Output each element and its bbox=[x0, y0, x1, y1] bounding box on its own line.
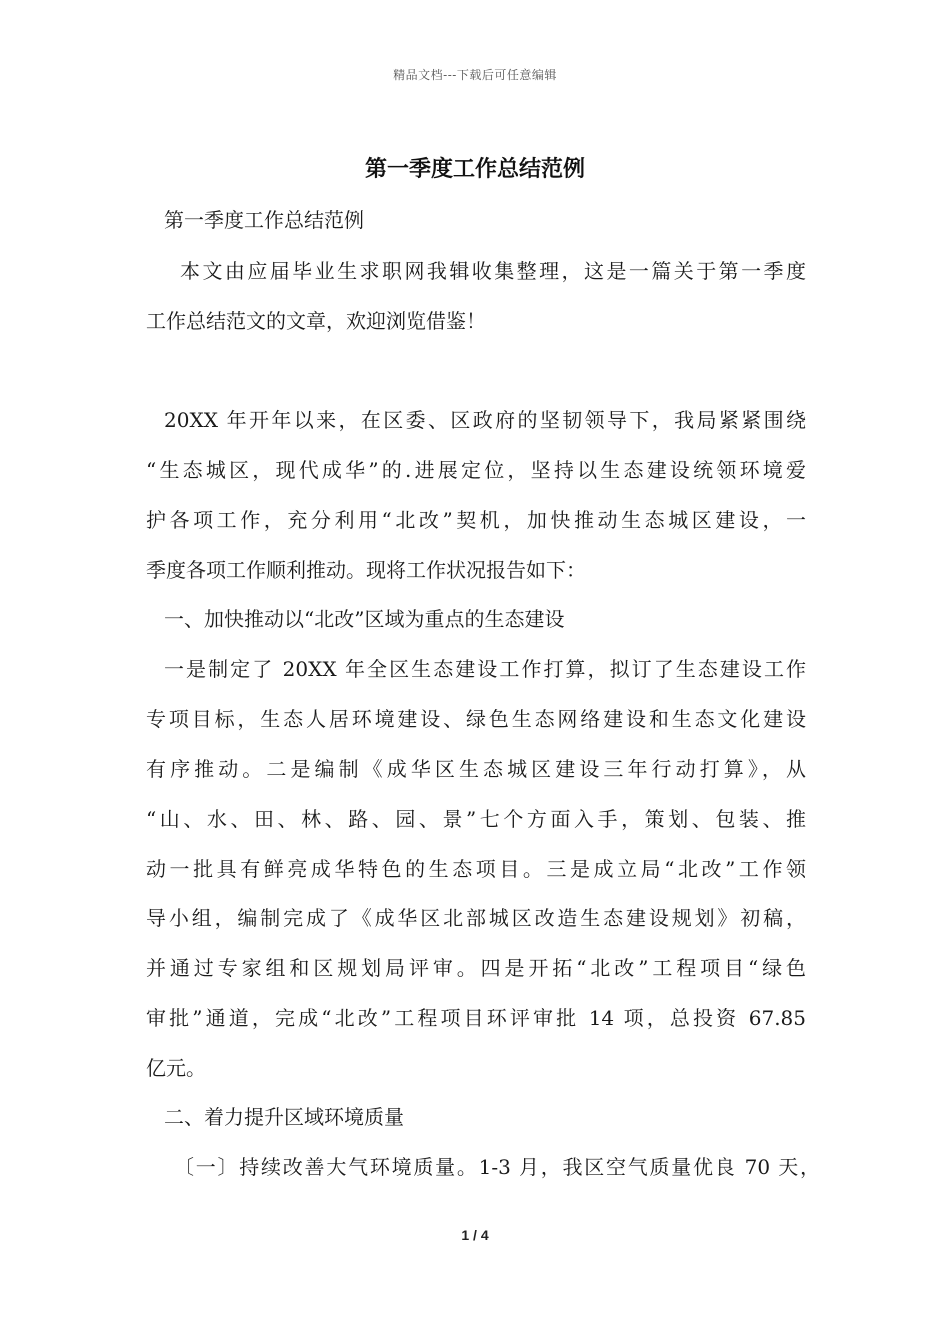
body-line: 本文由应届毕业生求职网我辑收集整理，这是一篇关于第一季度 bbox=[180, 259, 806, 283]
body-line: 护各项工作，充分利用“北改”契机，加快推动生态城区建设，一 bbox=[146, 508, 806, 532]
body-line: 一是制定了 20XX 年全区生态建设工作打算，拟订了生态建设工作 bbox=[164, 657, 806, 681]
body-line: “生态城区，现代成华”的.进展定位，坚持以生态建设统领环境爱 bbox=[146, 458, 806, 482]
body-line: 审批”通道，完成“北改”工程项目环评审批 14 项，总投资 67.85 bbox=[146, 1006, 806, 1030]
body-line: 亿元。 bbox=[146, 1056, 206, 1080]
body-line: “山、水、田、林、路、园、景”七个方面入手，策划、包装、推 bbox=[146, 807, 806, 831]
body-line: 季度各项工作顺利推动。现将工作状况报告如下： bbox=[146, 558, 586, 582]
section-heading: 一、加快推动以“北改”区域为重点的生态建设 bbox=[164, 607, 565, 631]
page-header-note: 精品文档---下载后可任意编辑 bbox=[393, 68, 557, 82]
body-line: 有序推动。二是编制《成华区生态城区建设三年行动打算》，从 bbox=[146, 757, 806, 781]
document-title: 第一季度工作总结范例 bbox=[364, 156, 585, 182]
subtitle-line: 第一季度工作总结范例 bbox=[164, 208, 364, 232]
body-line: 并通过专家组和区规划局评审。四是开拓“北改”工程项目“绿色 bbox=[146, 956, 806, 980]
body-line: 工作总结范文的文章，欢迎浏览借鉴！ bbox=[146, 309, 486, 333]
body-line: 导小组，编制完成了《成华区北部城区改造生态建设规划》初稿， bbox=[146, 906, 806, 930]
body-line: 专项目标，生态人居环境建设、绿色生态网络建设和生态文化建设 bbox=[146, 707, 806, 731]
page-number: 1 / 4 bbox=[461, 1227, 489, 1243]
section-heading: 二、着力提升区域环境质量 bbox=[164, 1105, 404, 1129]
body-line: 动一批具有鲜亮成华特色的生态项目。三是成立局“北改”工作领 bbox=[146, 857, 806, 881]
body-line: 〔一〕持续改善大气环境质量。1-3 月，我区空气质量优良 70 天， bbox=[174, 1155, 820, 1179]
body-line: 20XX 年开年以来，在区委、区政府的坚韧领导下，我局紧紧围绕 bbox=[164, 408, 806, 432]
